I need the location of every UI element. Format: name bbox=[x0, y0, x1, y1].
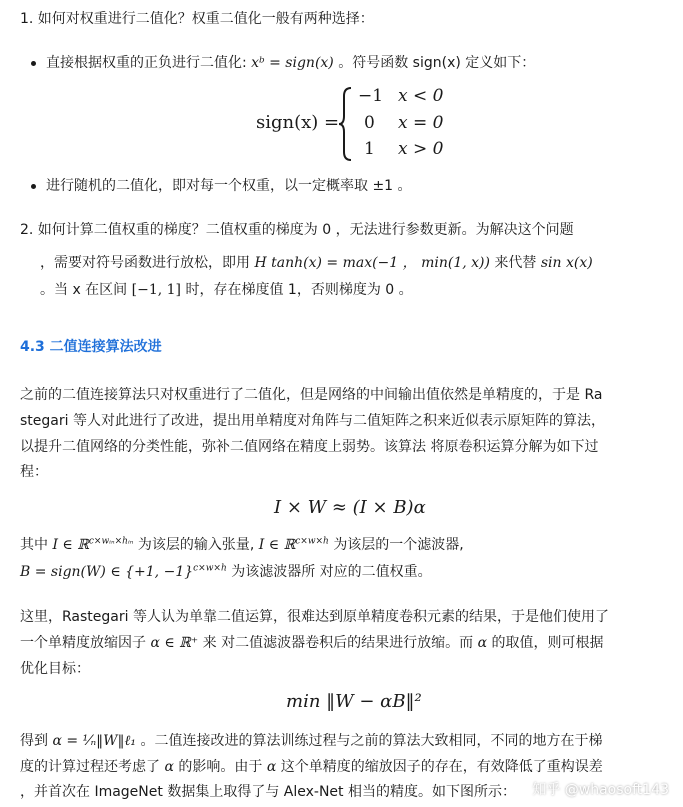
equation-min: min ‖W − αB‖² bbox=[286, 691, 422, 712]
para2-pre: 一个单精度放缩因子 bbox=[20, 635, 146, 651]
alpha-solution-formula: α = ¹⁄ₙ‖W‖ℓ₁ bbox=[52, 733, 136, 749]
input-tensor-sup: c×wᵢₙ×hᵢₙ bbox=[88, 536, 134, 547]
alpha-symbol: α bbox=[266, 759, 277, 775]
where-post: 为该层的一个滤波器, bbox=[333, 537, 464, 553]
filter-base: I ∈ ℝ bbox=[258, 537, 296, 553]
equation-conv: I × W ≈ (I × B)α bbox=[274, 497, 426, 518]
where-line2-post: 为该滤波器所 对应的二值权重。 bbox=[231, 564, 432, 580]
filter-formula bbox=[259, 537, 329, 553]
para3-l2-pre: 度的计算过程还考虑了 bbox=[20, 759, 160, 775]
para2-line1: 这里，Rastegari 等人认为单靠二值运算，很难达到原单精度卷积元素的结果，于是他们使用了 bbox=[20, 609, 609, 625]
item2-line3-post: 时，存在梯度值 1，否则梯度为 0 。 bbox=[185, 282, 413, 298]
section-heading: 4.3 二值连接算法改进 bbox=[20, 339, 162, 355]
case-cond-2: x > 0 bbox=[398, 139, 444, 159]
alpha-symbol: α bbox=[477, 635, 488, 651]
interval-formula: [−1, 1] bbox=[131, 282, 182, 298]
case-cond-0: x < 0 bbox=[398, 86, 444, 106]
filter-sup: c×w×h bbox=[295, 536, 329, 547]
bullet-b-text: 进行随机的二值化，即对每一个权重，以一定概率取 ±1 。 bbox=[46, 178, 412, 194]
para1-line: stegari 等人对此进行了改进，提出用单精度对角阵与二值矩阵之积来近似表示原矩阵的算法， bbox=[20, 413, 605, 429]
left-brace bbox=[338, 86, 354, 162]
para1-line: 程： bbox=[20, 464, 48, 480]
input-tensor-base: I ∈ ℝ bbox=[52, 537, 89, 553]
bullet-a-formula: xᵇ = sign(x) bbox=[251, 55, 334, 71]
bullet-a-pre: 直接根据权重的正负进行二值化: bbox=[46, 55, 247, 71]
item2-line2 bbox=[40, 253, 593, 273]
para2-mid: 来 对二值滤波器卷积后的结果进行放缩。而 bbox=[202, 635, 474, 651]
item2-line3 bbox=[40, 280, 413, 300]
para2-line3: 优化目标： bbox=[20, 661, 90, 677]
alpha-symbol: α bbox=[164, 759, 174, 775]
sinx-formula: sin x(x) bbox=[540, 255, 593, 271]
watermark: 知乎 @whaosoft143 bbox=[532, 782, 669, 798]
para3-l2-mid: 的影响。由于 bbox=[178, 759, 263, 775]
item1-title: 1. 如何对权重进行二值化？权重二值化一般有两种选择： bbox=[20, 11, 374, 27]
item2-line2-post: 来代替 bbox=[494, 255, 537, 271]
bullet-dot bbox=[31, 184, 36, 189]
para1-line: 之前的二值连接算法只对权重进行了二值化，但是网络的中间输出值依然是单精度的，于是 Ra bbox=[20, 387, 603, 403]
para3-line3: ，并首次在 ImageNet 数据集上取得了与 Alex-Net 相当的精度。如下图所示： bbox=[20, 784, 516, 800]
para2-line2 bbox=[20, 633, 603, 653]
where-pre: 其中 bbox=[20, 537, 48, 553]
para2-post: 的取值，则可根据 bbox=[491, 635, 604, 651]
case-value-2: 1 bbox=[364, 139, 375, 159]
bullet-a-post: 。符号函数 sign(x) 定义如下： bbox=[338, 55, 536, 71]
para3-l2-post: 这个单精度的缩放因子的存在，有效降低了重构误差 bbox=[280, 759, 603, 775]
htanh-formula: H tanh(x) = max(−1 ， min(1, x)) bbox=[254, 255, 490, 271]
bullet-a-text bbox=[46, 53, 535, 73]
para3-pre: 得到 bbox=[20, 733, 48, 749]
para3-line2 bbox=[20, 757, 603, 777]
item2-line3-pre: 。当 x 在区间 bbox=[40, 282, 128, 298]
item2-line1: 2. 如何计算二值权重的梯度？二值权重的梯度为 0 ，无法进行参数更新。为解决这个问题 bbox=[20, 222, 574, 238]
alpha-real-formula: α ∈ ℝ⁺ bbox=[150, 635, 199, 651]
para1-line: 以提升二值网络的分类性能，弥补二值网络在精度上弱势。该算法 将原卷积运算分解为如下过 bbox=[20, 439, 599, 455]
binary-weight-formula bbox=[20, 564, 227, 580]
where-line1 bbox=[20, 535, 464, 555]
binary-weight-sup: c×w×h bbox=[193, 563, 227, 574]
binary-weight-base: B = sign(W) ∈ {+1, −1} bbox=[20, 564, 194, 580]
where-mid: 为该层的输入张量, bbox=[137, 537, 255, 553]
item2-line2-pre: ，需要对符号函数进行放松，即用 bbox=[40, 255, 250, 271]
case-value-1: 0 bbox=[364, 113, 375, 133]
bullet-dot bbox=[31, 61, 36, 66]
input-tensor-formula bbox=[52, 537, 133, 553]
para3-post: 。二值连接改进的算法训练过程与之前的算法大致相同，不同的地方在于梯 bbox=[140, 733, 603, 749]
case-cond-1: x = 0 bbox=[398, 113, 444, 133]
para3-line1 bbox=[20, 731, 602, 751]
case-value-0: −1 bbox=[358, 86, 384, 106]
where-line2 bbox=[20, 562, 432, 582]
sign-lhs: sign(x) = bbox=[256, 112, 340, 133]
